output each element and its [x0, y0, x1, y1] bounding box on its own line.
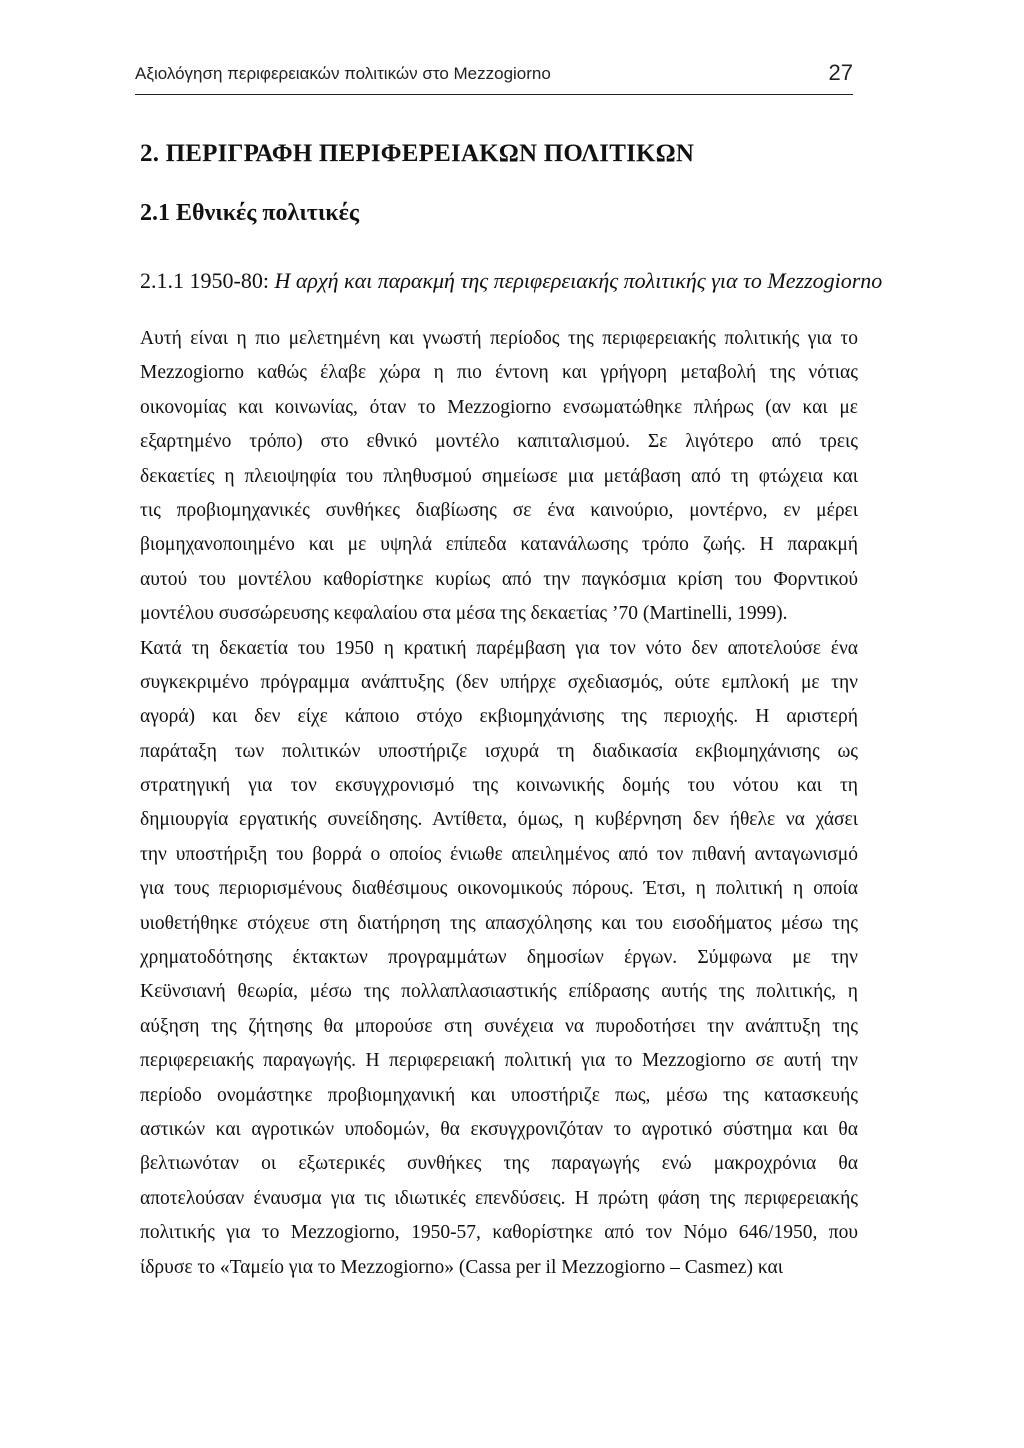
body-line: βελτιωνόταν οι εξωτερικές συνθήκες της παραγωγής ενώ μακροχρόνια θα — [140, 1153, 858, 1175]
body-line: δημιουργία εργατικής συνείδησης. Αντίθετα, όμως, η κυβέρνηση δεν ήθελε να χάσει — [140, 809, 858, 831]
subsection-number: 2.1.1 1950-80: — [140, 268, 269, 293]
running-header — [135, 58, 853, 95]
body-line: υιοθετήθηκε στόχευε στη διατήρηση της απασχόλησης και του εισοδήματος μέσω της — [140, 912, 858, 934]
running-title: Αξιολόγηση περιφερειακών πολιτικών στο Mezzogiorno — [135, 64, 551, 83]
body-line: στρατηγική για τον εκσυγχρονισμό της κοινωνικής δομής του νότου και τη — [140, 775, 858, 797]
chapter-title: 2. ΠΕΡΙΓΡΑΦΗ ΠΕΡΙΦΕΡΕΙΑΚΩΝ ΠΟΛΙΤΙΚΩΝ — [140, 140, 695, 167]
body-line: παράταξη των πολιτικών υποστήριζε ισχυρά τη διαδικασία εκβιομηχάνισης ως — [140, 740, 858, 762]
subsection-text: Η αρχή και παρακμή της περιφερειακής πολιτικής για το Mezzogiorno — [274, 268, 883, 293]
body-line: αγορά) και δεν είχε κάποιο στόχο εκβιομηχάνισης της περιοχής. Η αριστερή — [140, 706, 858, 728]
subsection-title — [140, 268, 882, 294]
body-line: αστικών και αγροτικών υποδομών, θα εκσυγχρονιζόταν το αγροτικό σύστημα και θα — [140, 1118, 858, 1140]
body-line: αύξηση της ζήτησης θα μπορούσε στη συνέχεια να πυροδοτήσει την ανάπτυξη της — [140, 1015, 858, 1037]
body-line: περίοδο ονομάστηκε προβιομηχανική και υποστήριζε πως, μέσω της κατασκευής — [140, 1084, 858, 1106]
body-line: αποτελούσαν έναυσμα για τις ιδιωτικές επενδύσεις. Η πρώτη φάση της περιφερειακής — [140, 1187, 858, 1209]
body-line: Κεϋνσιανή θεωρία, μέσω της πολλαπλασιαστικής επίδρασης αυτής της πολιτικής, η — [140, 981, 858, 1003]
body-line: τις προβιομηχανικές συνθήκες διαβίωσης σε ένα καινούριο, μοντέρνο, εν μέρει — [140, 499, 858, 521]
body-line: αυτού του μοντέλου καθορίστηκε κυρίως από την παγκόσμια κρίση του Φορντικού — [140, 568, 858, 590]
body-line: εξαρτημένο τρόπο) στο εθνικό μοντέλο καπιταλισμού. Σε λιγότερο από τρεις — [140, 431, 858, 453]
body-paragraphs — [140, 322, 858, 1285]
body-line: Mezzogiorno καθώς έλαβε χώρα η πιο έντονη και γρήγορη μεταβολή της νότιας — [140, 362, 858, 384]
body-line: για τους περιορισμένους διαθέσιμους οικονομικούς πόρους. Έτσι, η πολιτική η οποία — [140, 878, 858, 900]
body-line: οικονομίας και κοινωνίας, όταν το Mezzogiorno ενσωματώθηκε πλήρως (αν και με — [140, 396, 858, 418]
section-title: 2.1 Εθνικές πολιτικές — [140, 200, 359, 226]
body-line: συγκεκριμένο πρόγραμμα ανάπτυξης (δεν υπήρχε σχεδιασμός, ούτε εμπλοκή με την — [140, 671, 858, 693]
body-line: βιομηχανοποιημένο και με υψηλά επίπεδα κατανάλωσης τρόπο ζωής. Η παρακμή — [140, 534, 858, 556]
body-line: Κατά τη δεκαετία του 1950 η κρατική παρέμβαση για τον νότο δεν αποτελούσε ένα — [140, 637, 858, 659]
body-line: περιφερειακής παραγωγής. Η περιφερειακή πολιτική για το Mezzogiorno σε αυτή την — [140, 1050, 858, 1072]
body-line: ίδρυσε το «Ταμείο για το Mezzogiorno» (Cassa per il Mezzogiorno – Casmez) και — [140, 1256, 783, 1278]
body-line: μοντέλου συσσώρευσης κεφαλαίου στα μέσα της δεκαετίας ’70 (Martinelli, 1999). — [140, 603, 788, 625]
page-number: 27 — [828, 60, 853, 85]
body-line: την υποστήριξη του βορρά ο οποίος ένιωθε απειλημένος από τον πιθανή ανταγωνισμό — [140, 843, 858, 865]
body-line: Αυτή είναι η πιο μελετημένη και γνωστή περίοδος της περιφερειακής πολιτικής για το — [140, 328, 858, 349]
body-line: δεκαετίες η πλειοψηφία του πληθυσμού σημείωσε μια μετάβαση από τη φτώχεια και — [140, 465, 858, 487]
body-line: χρηματοδότησης έκτακτων προγραμμάτων δημοσίων έργων. Σύμφωνα με την — [140, 947, 858, 969]
body-line: πολιτικής για το Mezzogiorno, 1950-57, καθορίστηκε από τον Νόμο 646/1950, που — [140, 1222, 858, 1244]
